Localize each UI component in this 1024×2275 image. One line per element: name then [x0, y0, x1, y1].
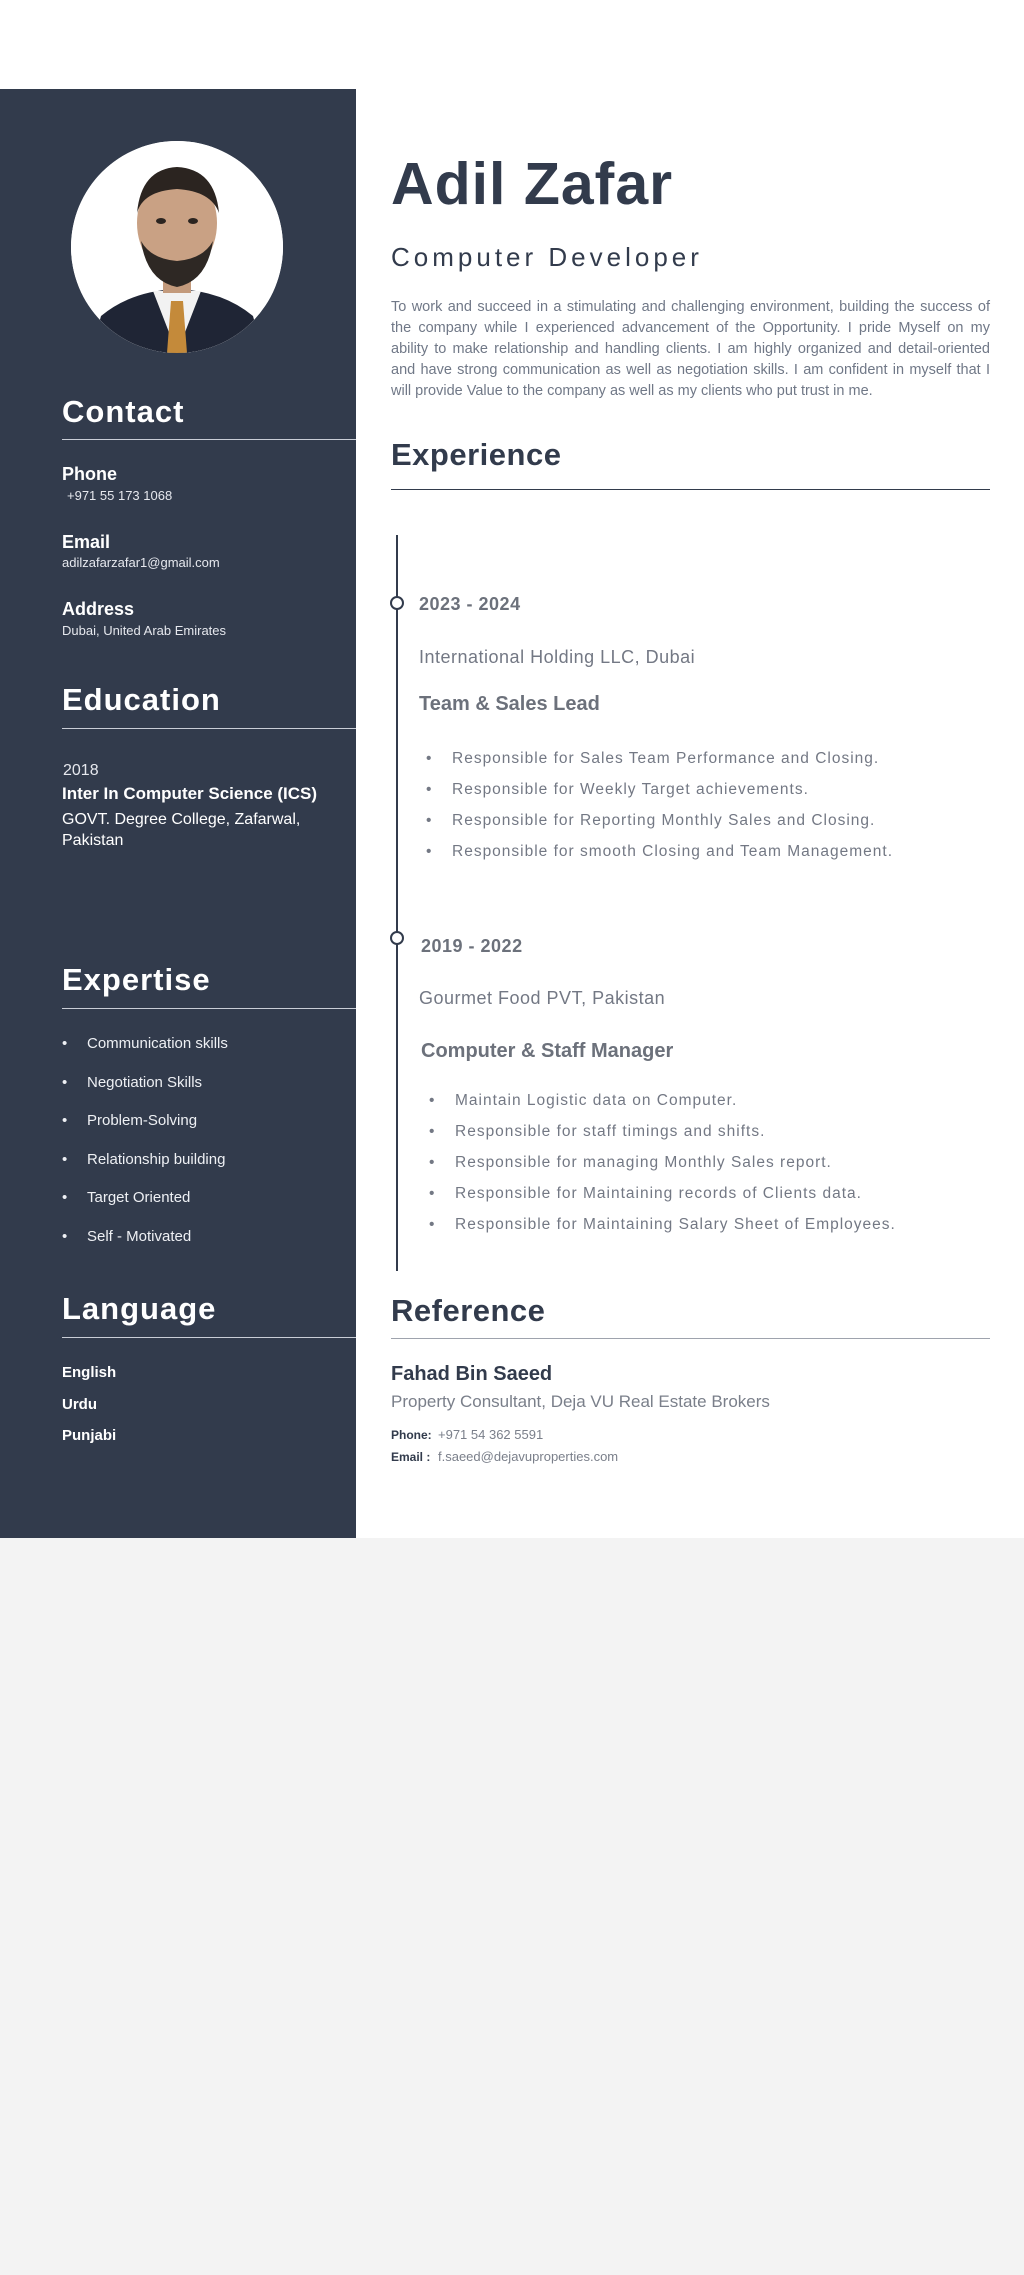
bullet-icon: • [62, 1035, 68, 1052]
profile-photo [71, 141, 283, 353]
address-label: Address [62, 599, 135, 619]
list-item: • Responsible for smooth Closing and Team Management. [426, 843, 894, 860]
list-item: • Responsible for Sales Team Performance and Closing. [426, 750, 880, 767]
reference-heading: Reference [391, 1293, 546, 1328]
language-item-punjabi: Punjabi [62, 1427, 117, 1444]
bullet-icon: • [62, 1189, 68, 1206]
list-item: • Responsible for staff timings and shifts. [429, 1123, 766, 1140]
language-divider [62, 1337, 356, 1338]
list-item: • Responsible for Reporting Monthly Sales and Closing. [426, 812, 876, 829]
phone-value[interactable]: +971 55 173 1068 [67, 488, 173, 503]
education-heading: Education [62, 682, 221, 717]
job-period: 2019 - 2022 [421, 936, 523, 956]
email-value[interactable]: adilzafarzafar1@gmail.com [62, 555, 220, 570]
list-item: • Responsible for managing Monthly Sales report. [429, 1154, 832, 1171]
list-item: • Relationship building [62, 1150, 226, 1168]
timeline-marker [390, 596, 404, 610]
education-school: GOVT. Degree College, Zafarwal, Pakistan [62, 811, 301, 849]
bullet-icon: • [62, 1150, 68, 1168]
address-value: Dubai, United Arab Emirates [62, 623, 227, 638]
list-item: • Self - Motivated [62, 1227, 192, 1245]
reference-email[interactable]: f.saeed@dejavuproperties.com [438, 1449, 619, 1464]
job-duties [429, 1092, 896, 1247]
list-item: • Responsible for Maintaining records of Clients data. [429, 1185, 862, 1202]
list-item: • Responsible for Weekly Target achievements. [426, 781, 809, 798]
expertise-divider [62, 1008, 356, 1009]
reference-name: Fahad Bin Saeed [391, 1363, 553, 1385]
list-item: • Target Oriented [62, 1189, 191, 1206]
list-item: • Responsible for Maintaining Salary Sheet of Employees. [429, 1216, 896, 1233]
education-degree: Inter In Computer Science (ICS) [62, 784, 318, 803]
bullet-icon: • [62, 1112, 68, 1129]
candidate-name: Adil Zafar [391, 151, 674, 217]
bullet-icon: • [429, 1154, 436, 1171]
bullet-icon: • [429, 1216, 436, 1233]
bullet-icon: • [62, 1073, 68, 1091]
job-period: 2023 - 2024 [419, 594, 521, 614]
contact-divider [62, 439, 356, 440]
bullet-icon: • [429, 1185, 436, 1202]
experience-timeline [396, 535, 398, 1271]
sidebar [0, 89, 356, 1538]
job-company: Gourmet Food PVT, Pakistan [419, 988, 666, 1008]
reference-divider [391, 1338, 990, 1339]
bullet-icon: • [429, 1123, 436, 1140]
job-position: Computer & Staff Manager [421, 1040, 674, 1062]
reference-phone[interactable]: +971 54 362 5591 [438, 1427, 544, 1442]
language-heading: Language [62, 1291, 217, 1326]
bullet-icon: • [426, 781, 433, 798]
job-company: International Holding LLC, Dubai [419, 647, 696, 667]
reference-email-label: Email : [391, 1450, 431, 1464]
contact-heading: Contact [62, 394, 185, 429]
education-year: 2018 [63, 762, 99, 779]
language-item-english: English [62, 1364, 117, 1381]
experience-divider [391, 489, 990, 490]
list-item: • Communication skills [62, 1035, 228, 1052]
reference-title: Property Consultant, Deja VU Real Estate Brokers [391, 1392, 770, 1411]
email-label: Email [62, 532, 111, 552]
job-title: Computer Developer [391, 242, 703, 272]
reference-phone-label: Phone: [391, 1428, 432, 1442]
expertise-heading: Expertise [62, 962, 211, 997]
list-item: • Problem-Solving [62, 1112, 198, 1129]
bullet-icon: • [426, 843, 433, 860]
bullet-icon: • [426, 812, 433, 829]
education-divider [62, 728, 356, 729]
job-position: Team & Sales Lead [419, 693, 600, 715]
phone-label: Phone [62, 464, 118, 484]
experience-heading: Experience [391, 437, 562, 472]
profile-summary: To work and succeed in a stimulating and challenging environment, building the success of the company while I experienced advancement of the Opportunity. I pride Myself on my ability to make relationship and handling clients. I am highly organized and detail-oriented and have strong communication as well as negotiation skills. I am confident in myself that I will provide Value to the company as well as my clients who put trust in me. [391, 299, 990, 399]
timeline-marker [390, 931, 404, 945]
list-item: • Maintain Logistic data on Computer. [429, 1092, 738, 1109]
job-duties [426, 750, 893, 874]
language-item-urdu: Urdu [62, 1396, 97, 1413]
bullet-icon: • [429, 1092, 436, 1109]
bullet-icon: • [426, 750, 433, 767]
expertise-list [62, 1035, 228, 1266]
bullet-icon: • [62, 1227, 68, 1245]
list-item: • Negotiation Skills [62, 1073, 203, 1091]
